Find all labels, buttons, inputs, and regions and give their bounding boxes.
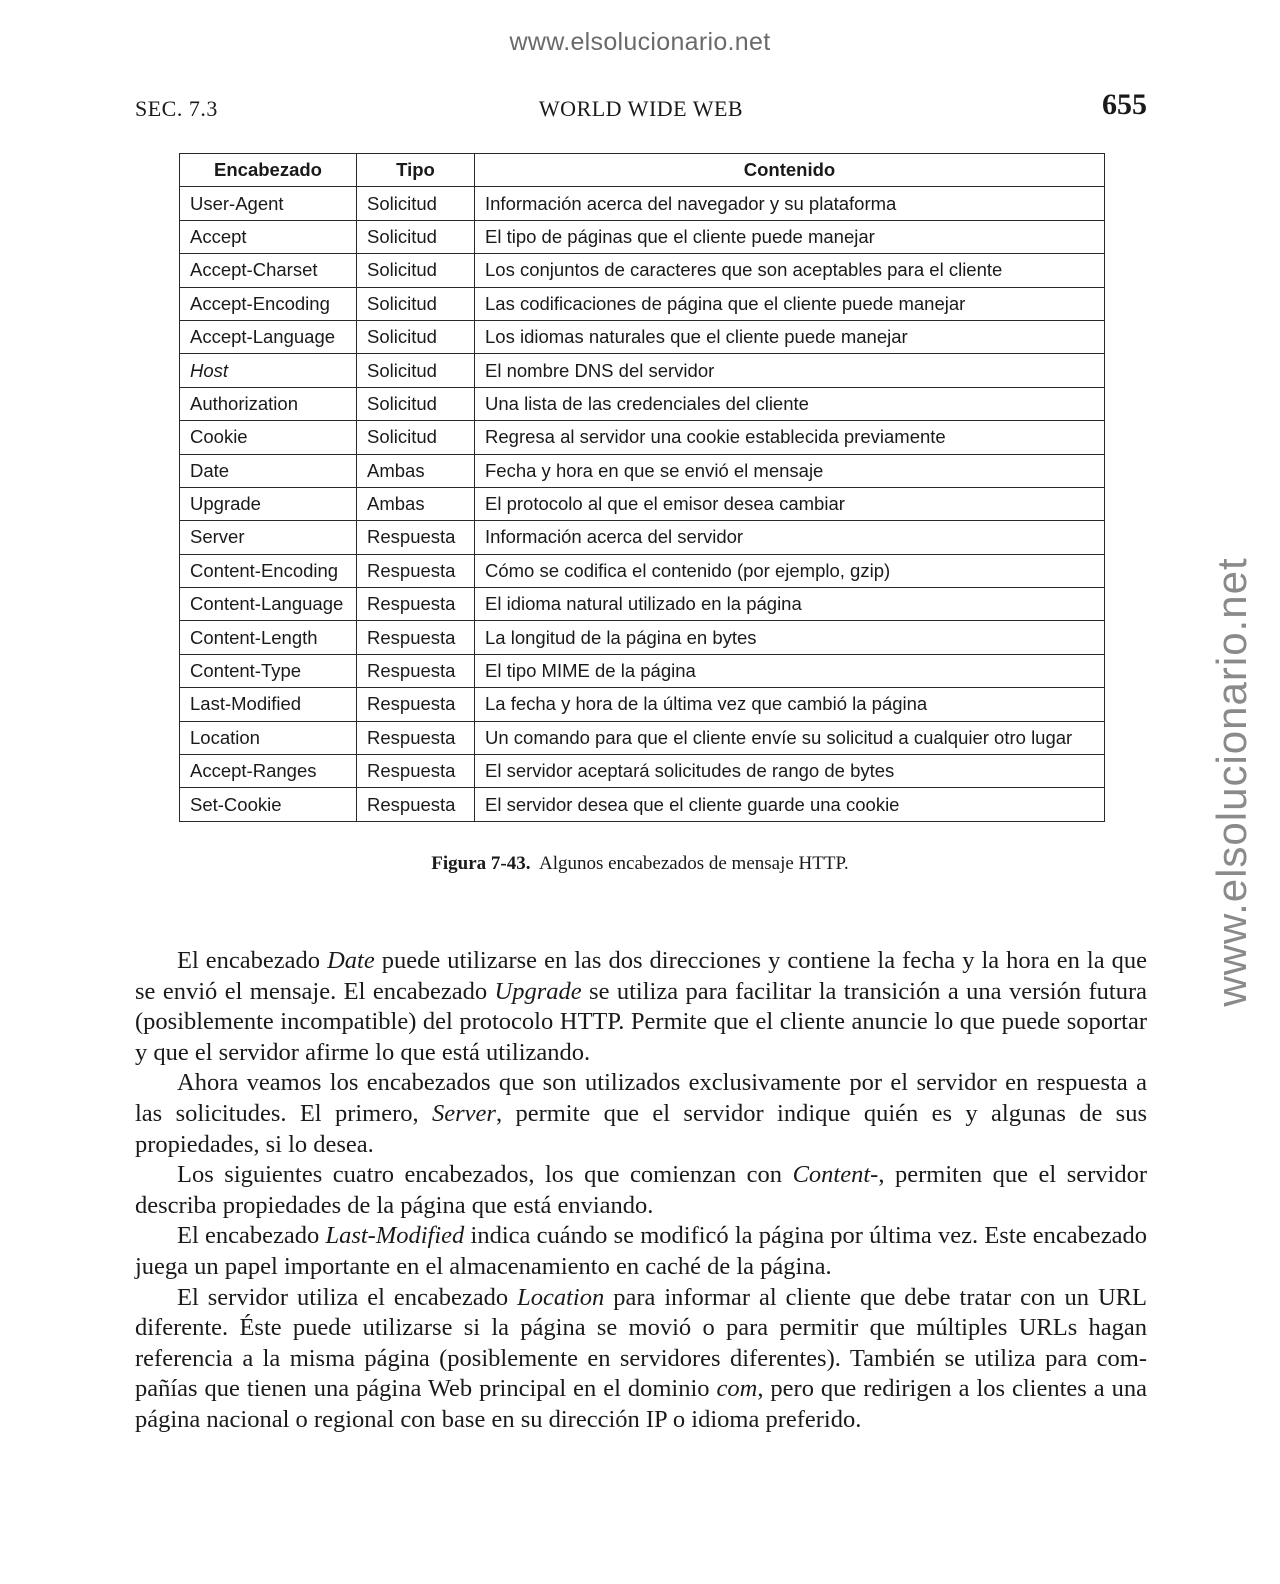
text-run: El servidor utiliza el encabezado [177, 1283, 518, 1311]
table-row [180, 788, 1105, 821]
content-cell: El servidor aceptará solicitudes de rango de bytes [475, 755, 1105, 788]
content-cell: Los idiomas naturales que el cliente puede manejar [475, 320, 1105, 353]
header-cell: Content-Type [180, 654, 357, 687]
italic-term: com [716, 1375, 758, 1403]
table-row [180, 421, 1105, 454]
table-row [180, 621, 1105, 654]
table-row [180, 755, 1105, 788]
type-cell: Solicitud [357, 254, 475, 287]
header-cell: Set-Cookie [180, 788, 357, 821]
type-cell: Respuesta [357, 788, 475, 821]
text-run: El encabezado [177, 1222, 326, 1250]
type-cell: Solicitud [357, 220, 475, 253]
table-row [180, 487, 1105, 520]
type-cell: Solicitud [357, 421, 475, 454]
type-cell: Solicitud [357, 187, 475, 220]
table-row [180, 521, 1105, 554]
text-run: , permiten que el servidor describa propiedades de la página que está enviando. [135, 1161, 1147, 1219]
header-cell: Content-Length [180, 621, 357, 654]
table-row [180, 387, 1105, 420]
text-run: indica cuándo se modificó la página por última vez. Este encabezado juega un papel importante en el almacenamiento en caché de la página. [135, 1222, 1147, 1280]
page-number: 655 [1102, 88, 1147, 121]
body-paragraph [135, 1160, 1147, 1221]
watermark-top: www.elsolucionario.net [509, 28, 771, 56]
figure-caption [0, 853, 1280, 875]
type-cell: Respuesta [357, 654, 475, 687]
content-cell: La fecha y hora de la última vez que cambió la página [475, 688, 1105, 721]
type-cell: Respuesta [357, 688, 475, 721]
header-cell: Date [180, 454, 357, 487]
type-cell: Respuesta [357, 621, 475, 654]
content-cell: El tipo de páginas que el cliente puede manejar [475, 220, 1105, 253]
header-cell: Upgrade [180, 487, 357, 520]
table-row [180, 254, 1105, 287]
header-cell: Accept-Language [180, 320, 357, 353]
content-cell: La longitud de la página en bytes [475, 621, 1105, 654]
content-cell: El servidor desea que el cliente guarde una cookie [475, 788, 1105, 821]
table-row [180, 721, 1105, 754]
column-header-contenido: Contenido [475, 154, 1105, 187]
content-cell: El protocolo al que el emisor desea cambiar [475, 487, 1105, 520]
content-cell: Fecha y hora en que se envió el mensaje [475, 454, 1105, 487]
type-cell: Respuesta [357, 554, 475, 587]
content-cell: Cómo se codifica el contenido (por ejemplo, gzip) [475, 554, 1105, 587]
type-cell: Ambas [357, 454, 475, 487]
figure-label: Figura 7-43. [431, 853, 531, 874]
header-cell: Content-Encoding [180, 554, 357, 587]
chapter-title: WORLD WIDE WEB [538, 96, 744, 121]
italic-term: Server [432, 1099, 496, 1127]
running-head [135, 88, 1147, 124]
content-cell: Un comando para que el cliente envíe su solicitud a cualquier otro lugar [475, 721, 1105, 754]
content-cell: El nombre DNS del servidor [475, 354, 1105, 387]
column-header-tipo: Tipo [357, 154, 475, 187]
header-cell: Cookie [180, 421, 357, 454]
table-row [180, 320, 1105, 353]
body-paragraph [135, 1068, 1147, 1160]
type-cell: Solicitud [357, 387, 475, 420]
header-cell: Content-Language [180, 588, 357, 621]
italic-term: Last-Modified [325, 1222, 465, 1250]
type-cell: Ambas [357, 487, 475, 520]
text-run: El encabezado [177, 947, 328, 974]
text-run: Ahora veamos los encabezados que son utilizados exclusivamente por el servidor en respuesta a las solicitudes. El primero, [135, 1069, 1147, 1127]
body-paragraph [135, 1283, 1147, 1436]
italic-term: Date [327, 947, 375, 974]
content-cell: Regresa al servidor una cookie establecida previamente [475, 421, 1105, 454]
section-number: SEC. 7.3 [135, 96, 218, 121]
table-row [180, 354, 1105, 387]
table-row [180, 554, 1105, 587]
italic-term: Location [517, 1283, 605, 1311]
table-body [180, 187, 1105, 821]
header-cell: Accept-Ranges [180, 755, 357, 788]
table-header-row [180, 154, 1105, 187]
table-row [180, 454, 1105, 487]
text-run: puede utilizarse en las dos direcciones y contiene la fecha y la hora en la que se envió el mensaje. El encabezado [135, 947, 1147, 1005]
body-paragraph [135, 946, 1147, 1068]
text-run: , pero que redirigen a los clientes a una página nacional o regional con base en su dirección IP o idioma preferido. [135, 1375, 1147, 1433]
italic-term: Upgrade [494, 977, 582, 1005]
table-row [180, 588, 1105, 621]
content-cell: Información acerca del servidor [475, 521, 1105, 554]
content-cell: Los conjuntos de caracteres que son aceptables para el cliente [475, 254, 1105, 287]
header-cell: Authorization [180, 387, 357, 420]
watermark-side-text: www.elsolucionario.net [1208, 557, 1255, 1007]
type-cell: Respuesta [357, 721, 475, 754]
type-cell: Respuesta [357, 588, 475, 621]
text-run: para informar al cliente que debe tratar con un URL diferente. Éste puede utilizarse si la página se movió o para permitir que múltiples URLs hagan referencia a la misma página (posiblemente en servidores diferentes). También se utiliza para compañías que tienen una página Web principal en el dominio [135, 1283, 1147, 1403]
header-cell: Accept-Charset [180, 254, 357, 287]
type-cell: Respuesta [357, 521, 475, 554]
header-cell: Last-Modified [180, 688, 357, 721]
content-cell: Una lista de las credenciales del cliente [475, 387, 1105, 420]
header-cell: User-Agent [180, 187, 357, 220]
table-row [180, 187, 1105, 220]
italic-term: Content- [792, 1161, 879, 1189]
table-row [180, 654, 1105, 687]
type-cell: Solicitud [357, 287, 475, 320]
figure-caption-text: Algunos encabezados de mensaje HTTP. [538, 853, 849, 874]
table-row [180, 287, 1105, 320]
content-cell: Las codificaciones de página que el cliente puede manejar [475, 287, 1105, 320]
type-cell: Solicitud [357, 354, 475, 387]
header-cell: Location [180, 721, 357, 754]
type-cell: Solicitud [357, 320, 475, 353]
table-row [180, 688, 1105, 721]
http-headers-table [179, 153, 1105, 822]
text-run: se utiliza para facilitar la transición a una versión futura (posiblemente incompatible) del protocolo HTTP. Permite que el cliente anuncie lo que puede soportar y que el servidor afirme lo que está utilizando. [135, 977, 1148, 1066]
column-header-encabezado: Encabezado [180, 154, 357, 187]
header-cell: Host [180, 354, 357, 387]
header-cell: Accept [180, 220, 357, 253]
body-text [135, 946, 1147, 1436]
header-cell: Accept-Encoding [180, 287, 357, 320]
body-paragraph [135, 1221, 1147, 1282]
content-cell: El idioma natural utilizado en la página [475, 588, 1105, 621]
header-cell: Server [180, 521, 357, 554]
content-cell: El tipo MIME de la página [475, 654, 1105, 687]
table-row [180, 220, 1105, 253]
text-run: Los siguientes cuatro encabezados, los que comienzan con [177, 1161, 793, 1189]
content-cell: Información acerca del navegador y su plataforma [475, 187, 1105, 220]
text-run: , permite que el servidor indique quién es y algunas de sus propiedades, si lo desea. [135, 1099, 1148, 1158]
type-cell: Respuesta [357, 755, 475, 788]
